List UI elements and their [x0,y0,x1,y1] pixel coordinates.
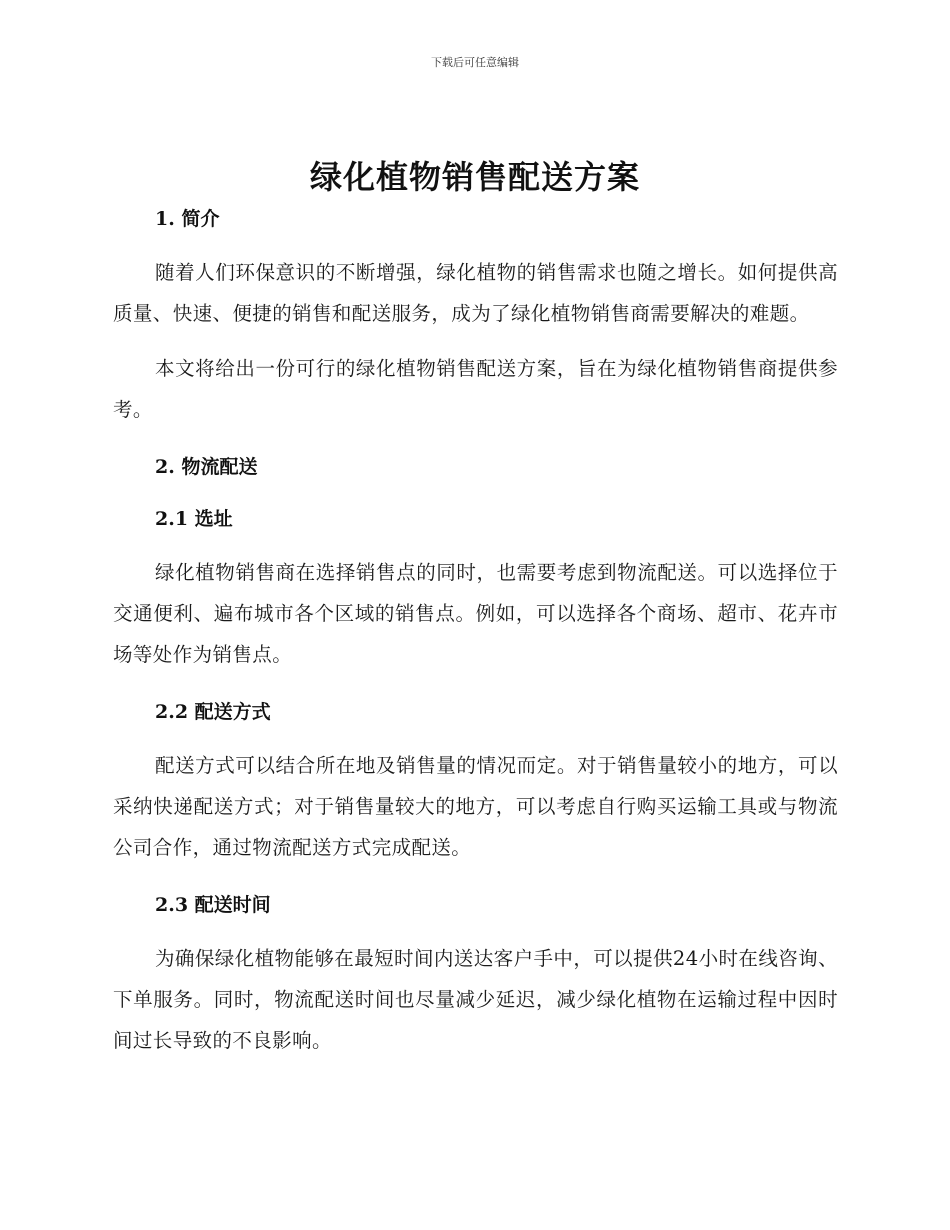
section-heading-logistics: 2. 物流配送 [155,456,258,478]
subsection-heading-delivery-method: 2.2 配送方式 [155,701,271,723]
header-note: 下载后可任意编辑 [431,56,519,69]
subsection-heading-location: 2.1 选址 [155,508,233,530]
paragraph: 随着人们环保意识的不断增强，绿化植物的销售需求也随之增长。如何提供高质量、快速、便捷的销售和配送服务，成为了绿化植物销售商需要解决的难题。 [113,261,838,325]
section-heading-intro: 1. 简介 [155,208,220,230]
paragraph: 绿化植物销售商在选择销售点的同时，也需要考虑到物流配送。可以选择位于交通便利、遍布城市各个区域的销售点。例如，可以选择各个商场、超市、花卉市场等处作为销售点。 [113,561,838,666]
paragraph: 为确保绿化植物能够在最短时间内送达客户手中，可以提供24小时在线咨询、下单服务。同时，物流配送时间也尽量减少延迟，减少绿化植物在运输过程中因时间过长导致的不良影响。 [113,947,838,1052]
paragraph: 本文将给出一份可行的绿化植物销售配送方案，旨在为绿化植物销售商提供参考。 [113,357,838,421]
subsection-heading-delivery-time: 2.3 配送时间 [155,894,271,916]
document-title: 绿化植物销售配送方案 [309,158,640,196]
document-body [113,200,838,1061]
paragraph: 配送方式可以结合所在地及销售量的情况而定。对于销售量较小的地方，可以采纳快递配送方式；对于销售量较大的地方，可以考虑自行购买运输工具或与物流公司合作，通过物流配送方式完成配送。 [113,754,838,859]
